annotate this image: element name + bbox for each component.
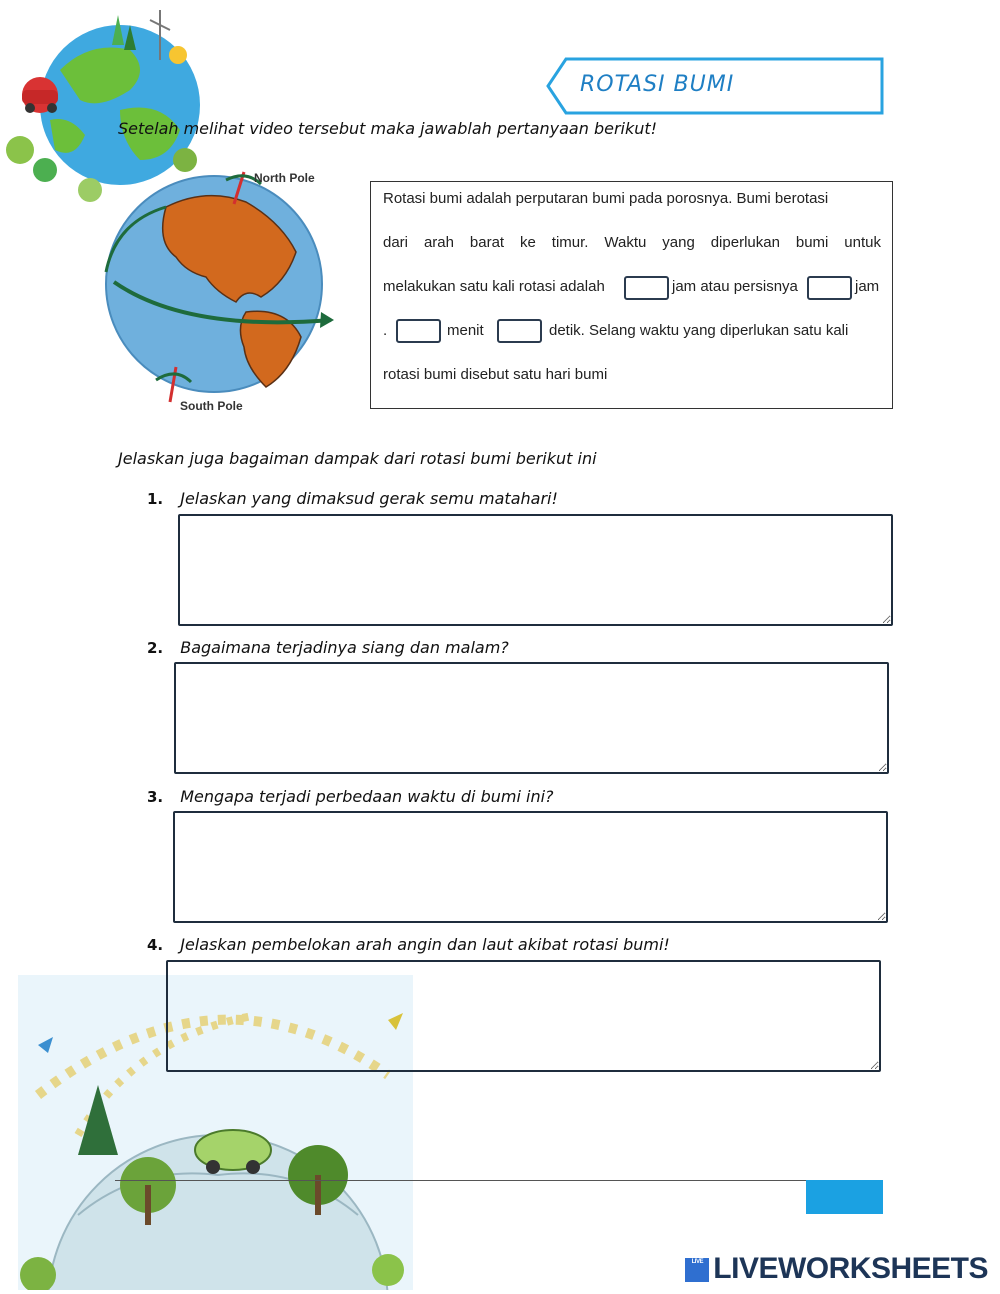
logo-badge: LIVE	[685, 1258, 709, 1282]
footer-divider	[115, 1180, 807, 1181]
paragraph-line-3c: jam	[855, 278, 880, 295]
question-2-text: Bagaimana terjadinya siang dan malam?	[180, 638, 509, 657]
question-3-text: Mengapa terjadi perbedaan waktu di bumi ini?	[180, 787, 554, 806]
question-4-label: 4. Jelaskan pembelokan arah angin dan laut akibat rotasi bumi!	[147, 935, 670, 954]
answer-4-box[interactable]	[166, 960, 881, 1072]
section-heading: Jelaskan juga bagaiman dampak dari rotasi bumi berikut ini	[118, 449, 597, 468]
footer-blue-block	[806, 1180, 883, 1214]
rotating-globe-illustration	[96, 162, 346, 417]
question-4-text: Jelaskan pembelokan arah angin dan laut akibat rotasi bumi!	[180, 935, 670, 954]
south-pole-label: South Pole	[180, 399, 243, 413]
question-1-label: 1. Jelaskan yang dimaksud gerak semu matahari!	[147, 489, 558, 508]
paragraph-line-3b: jam atau persisnya	[672, 278, 798, 295]
hours-input[interactable]	[624, 276, 669, 300]
minutes-input[interactable]	[396, 319, 441, 343]
paragraph-line-4b: menit	[447, 322, 484, 339]
seconds-input[interactable]	[497, 319, 542, 343]
paragraph-line-1: Rotasi bumi adalah perputaran bumi pada porosnya. Bumi berotasi	[383, 190, 829, 207]
north-pole-label: North Pole	[254, 171, 315, 185]
paragraph-line-2: dari arah barat ke timur. Waktu yang diperlukan bumi untuk	[383, 234, 881, 251]
answer-2-box[interactable]	[174, 662, 889, 774]
paragraph-line-5: rotasi bumi disebut satu hari bumi	[383, 366, 608, 383]
question-1-text: Jelaskan yang dimaksud gerak semu matahari!	[180, 489, 558, 508]
liveworksheets-logo	[685, 1252, 988, 1286]
instruction-text: Setelah melihat video tersebut maka jawablah pertanyaan berikut!	[118, 119, 658, 138]
answer-1-box[interactable]	[178, 514, 893, 626]
paragraph-line-3a: melakukan satu kali rotasi adalah	[383, 278, 605, 295]
paragraph-line-4c: detik. Selang waktu yang diperlukan satu kali	[549, 322, 849, 339]
question-3-label: 3. Mengapa terjadi perbedaan waktu di bumi ini?	[147, 787, 554, 806]
logo-text: LIVEWORKSHEETS	[713, 1252, 988, 1285]
answer-3-box[interactable]	[173, 811, 888, 923]
exact-hours-input[interactable]	[807, 276, 852, 300]
page-title: ROTASI BUMI	[580, 72, 735, 97]
question-2-label: 2. Bagaimana terjadinya siang dan malam?	[147, 638, 509, 657]
paragraph-line-4a: .	[383, 322, 388, 339]
